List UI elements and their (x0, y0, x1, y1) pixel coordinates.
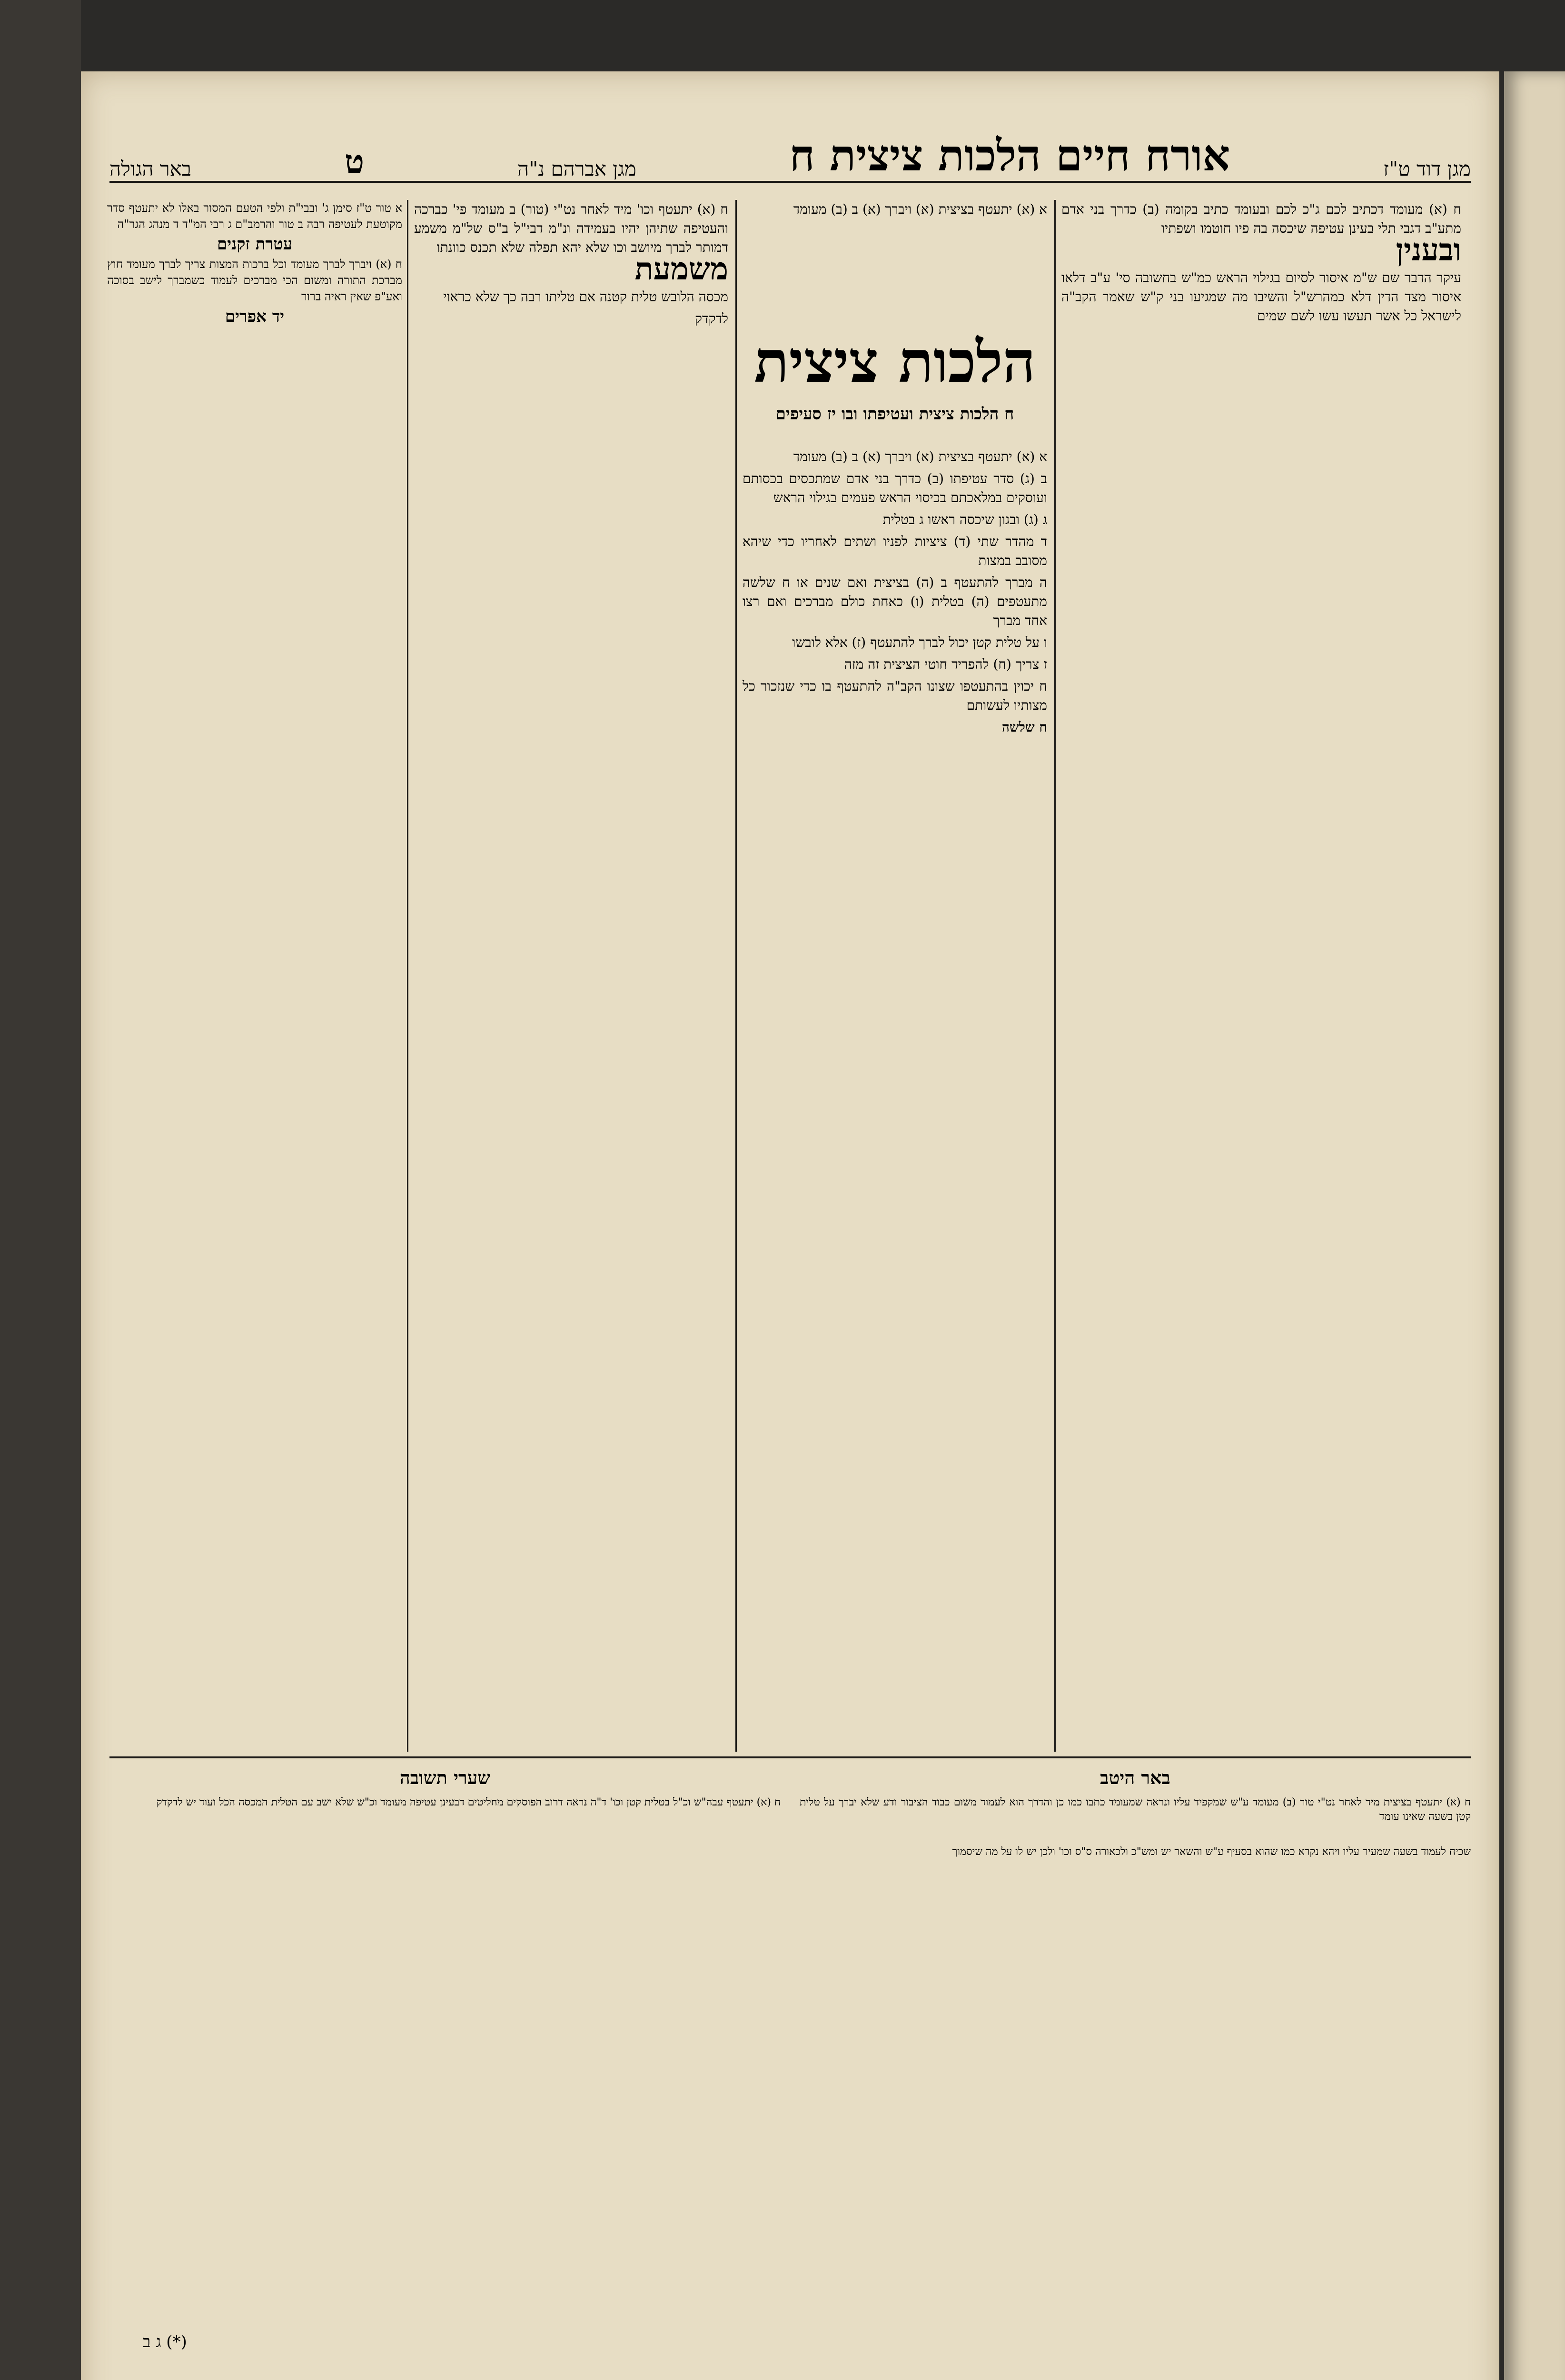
ateret-zekenim-heading: עטרת זקנים (217, 235, 292, 254)
seif-2: ב (ג) סדר עטיפתו (ב) כדרך בני אדם שמתכסים בכסותם ועוסקים במלאכתם בכיסוי הראש פעמים בגילוי הראש (743, 471, 1047, 506)
bottom-commentaries (109, 1771, 1471, 2323)
main-seifim (743, 447, 1047, 1747)
right-opening-text: ח (א) מעומד דכתיב לכם ג"כ לכם ובעומד כתיב בקומה (ב) כדרך בני אדם מתע"ב דגבי תלי בעינן עטיפה שיכסה בה פיו חוטמו ושפתיו (1061, 201, 1461, 236)
bottom-footer-text: שכיח לעמוד בשעה שמעיר עליו ויהא נקרא כמו שהוא בסעיף ע"ש והשאר יש ומש"כ ולכאורה ס"ס וכו' ולכן יש לו על מה שיסמוך (952, 1846, 1471, 1858)
shaarei-teshuva-heading: שערי תשובה (399, 1771, 491, 1788)
scanner-margin (0, 0, 81, 2380)
seif-1-intro: א (א) יתעטף בציצית (א) ויברך (א) ב (ב) מעומד (793, 201, 1047, 217)
bottom-section-rule (109, 1756, 1471, 1758)
right-body-text: עיקר הדבר שם ש"מ איסור לסיום בגילוי הראש כמ"ש בחשובה סי' ע"ב דלאו איסור מצד הדין דלא כמהרש"ל והשיבו מה שמגיעו בני ק"ש שאמר הקב"ה לישראל כל אשר תעשו עשו לשם שמים (1061, 270, 1461, 324)
yad-efraim-heading: יד אפרים (225, 307, 285, 326)
left-ending: לדקדק (695, 311, 728, 327)
ber-heitev-block (800, 1771, 1471, 1835)
section-title: הלכות ציצית (754, 328, 1036, 396)
ber-heitev-heading: באר היטב (1100, 1771, 1170, 1788)
ubevenin-heading: ובענין (1396, 232, 1461, 268)
mishmeret-text: מכסה הלובש טלית קטנה אם טליתו רבה כך שלא כראוי (443, 289, 728, 305)
siman-heading: ח הלכות ציצית ועטיפתו ובו יז סעיפים (775, 405, 1014, 424)
seif-7: ז צריך (ח) להפריד חוטי הציצית זה מזה (844, 656, 1047, 672)
column-divider-middle (735, 200, 737, 1752)
seif-1: א (א) יתעטף בציצית (א) ויברך (א) ב (ב) מעומד (793, 449, 1047, 465)
running-header (109, 124, 1471, 183)
header-center-title: אורח חיים הלכות ציצית ח (789, 130, 1230, 181)
ber-heitev-text: ח (א) יתעטף בציצית מיד לאחר נט"י טור (ב) מעומד ע"ש שמקפיד עליו ונראה שמעומד כתבו כמו כן והדרך הוא לעמוד משום כבוד הציבור ודע שלא יברך על טלית קטן בשעה שאינו עומד (800, 1796, 1471, 1823)
seif-6: ו על טלית קטן יכול לברך להתעטף (ז) אלא לובשו (792, 635, 1047, 650)
side-notes: א טור ט"ז סימן ג' ובבי"ת ולפי הטעם המסור באלו לא יתעטף סדר מקוטעת לעטיפה רבה ב טור והרמב"ם ג רבי המ"ד ד מנהג הגר"ה (107, 201, 402, 231)
column-divider-right (1054, 200, 1056, 1752)
left-body-text: ח (א) יתעטף וכו' מיד לאחר נט"י (טור) ב מעומד פי' כברכה והעטיפה שתיהן יהיו בעמידה ונ"מ דבי"ל ב"ס של"מ משמע דמותר לברך מיושב וכו שלא יהא תפלה שלא תכנס כוונתו (414, 201, 728, 255)
shaarei-teshuva-block (109, 1771, 781, 1835)
seif-5: ה מברך להתעטף ב (ה) בציצית ואם שנים או ח שלשה מתעטפים (ה) בטלית (ו) כאחת כולם מברכים ואם רצו אחד מברך (743, 575, 1047, 628)
seif-8: ח יכוין בהתעטפו שצונו הקב"ה להתעטף בו כדי שנזכור כל מצותיו לעשותם (743, 678, 1047, 713)
mishmeret-heading: משמעת (634, 251, 728, 287)
side-notes-column (107, 200, 402, 1747)
ateret-text: ח (א) ויברך לברך מעומד וכל ברכות המצות צריך לברך מעומד חוץ מברכת התורה ומשום הכי מברכים לעמוד כשמברך לישב בסוכה ואע"פ שאין ראיה ברור (107, 258, 402, 303)
page-letter: ט (344, 143, 365, 181)
column-divider-left (407, 200, 408, 1752)
right-commentary-column (1061, 200, 1461, 1747)
signature-mark: (*) ג ב (143, 2332, 187, 2351)
header-right-title: מגן דוד ט"ז (1383, 157, 1471, 180)
shlishi-label: ח שלשה (1001, 719, 1047, 735)
seif-3: ג (ג) ובגון שיכסה ראשו ג בטלית (882, 512, 1047, 527)
adjacent-page-edge (1504, 71, 1565, 2380)
header-left-title: מגן אברהם נ"ה (517, 157, 636, 180)
left-commentary-column (414, 200, 728, 1747)
shaarei-teshuva-text: ח (א) יתעטף עבה"ש וכ"ל בטלית קטן וכו' ד"ה נראה דרוב הפוסקים מחליטים דבעינן עטיפה מעומד וכ"ש שלא ישב עם הטלית המכסה הכל ועוד יש לדקדק (156, 1796, 781, 1808)
header-left-label: באר הגולה (109, 157, 192, 180)
seif-4: ד מהדר שתי (ד) ציציות לפניו ושתים לאחריו כדי שיהא מסובב במצות (743, 534, 1047, 568)
